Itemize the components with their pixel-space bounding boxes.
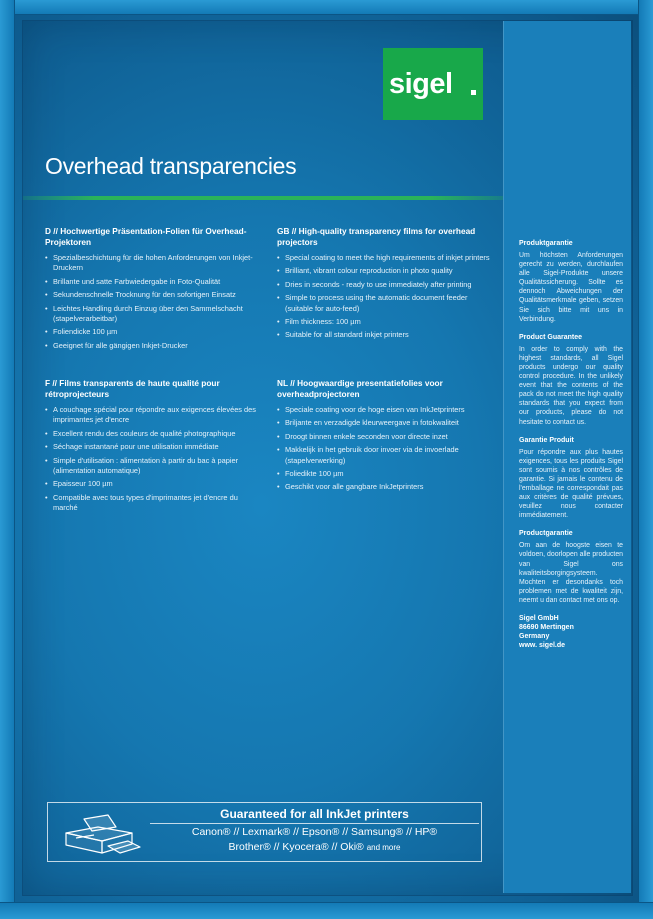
package-edge-bottom xyxy=(0,902,653,919)
section-nl-list xyxy=(277,405,495,493)
list-item: • Special coating to meet the high requirements of inkjet printers xyxy=(277,253,495,263)
section-gb-list xyxy=(277,253,495,341)
section-de xyxy=(45,226,263,354)
list-item: • Spezialbeschichtung für die hohen Anforderungen von Inkjet-Druckern xyxy=(45,253,263,274)
green-divider xyxy=(23,196,503,200)
list-item: • Brillante und satte Farbwiedergabe in Foto-Qualität xyxy=(45,277,263,287)
printer-headline: Guaranteed for all InkJet printers xyxy=(150,805,479,824)
section-fr xyxy=(45,378,263,517)
list-item: • Suitable for all standard inkjet printers xyxy=(277,330,495,340)
printer-brands-line2: Brother® // Kyocera® // Oki® xyxy=(228,841,364,853)
printer-icon xyxy=(58,813,144,857)
package-edge-left xyxy=(0,0,15,919)
section-de-list xyxy=(45,253,263,351)
section-fr-heading: F // Films transparents de haute qualité pour rétroprojecteurs xyxy=(45,378,220,399)
package-edge-top xyxy=(0,0,653,15)
list-item: • Makkelijk in het gebruik door invoer via de invoerlade (stapelverwerking) xyxy=(277,445,495,466)
guarantee-heading-gb: Product Guarantee xyxy=(519,333,583,341)
list-item: • Compatible avec tous types d'imprimantes jet d'encre du marché xyxy=(45,493,263,514)
package-edge-right xyxy=(638,0,653,919)
guarantee-text xyxy=(519,239,623,650)
list-item: • Séchage instantané pour une utilisation immédiate xyxy=(45,442,263,452)
logo-dot xyxy=(471,90,476,95)
guarantee-text-nl: Om aan de hoogste eisen te voldoen, doorlopen alle producten van Sigel ons kwaliteitsborgingsysteem. Mochten er desondanks toch problemen met de kwaliteit zijn, neemt u dan contact met ons op. xyxy=(519,542,623,604)
list-item: • Simple to process using the automatic document feeder (suitable for auto-feed) xyxy=(277,293,495,314)
list-item: • Dries in seconds - ready to use immediately after printing xyxy=(277,280,495,290)
list-item: • A couchage spécial pour répondre aux exigences élevées des imprimantes jet d'encre xyxy=(45,405,263,426)
list-item: • Briljante en verzadigde kleurweergave in fotokwaliteit xyxy=(277,418,495,428)
list-item: • Film thickness: 100 µm xyxy=(277,317,495,327)
guarantee-heading-nl: Productgarantie xyxy=(519,530,573,538)
list-item: • Excellent rendu des couleurs de qualité photographique xyxy=(45,429,263,439)
list-item: • Simple d'utilisation : alimentation à partir du bac à papier (alimentation automatique) xyxy=(45,456,263,477)
guarantee-text-de: Um höchsten Anforderungen gerecht zu werden, durchlaufen alle Sigel-Produkte unsere Qualitätssicherung. Sollte es dennoch Abweichungen der Qualitätsmerkmale geben, setzen Sie sich bitte mit uns in Verbindung. xyxy=(519,252,623,323)
list-item: • Foliendicke 100 µm xyxy=(45,327,263,337)
sigel-logo xyxy=(383,48,483,120)
address-company: Sigel GmbH xyxy=(519,615,559,622)
logo-text: sigel xyxy=(389,68,453,100)
list-item: • Sekundenschnelle Trocknung für den sofortigen Einsatz xyxy=(45,290,263,300)
guarantee-heading-de: Produktgarantie xyxy=(519,240,573,247)
printer-brands-suffix: and more xyxy=(366,843,401,852)
printer-compatibility-box xyxy=(47,802,482,862)
printer-brands-line2-wrap xyxy=(150,841,479,853)
section-de-heading: D // Hochwertige Präsentation-Folien für Overhead-Projektoren xyxy=(45,226,247,247)
page-title: Overhead transparencies xyxy=(45,153,297,179)
list-item: • Brilliant, vibrant colour reproduction in photo quality xyxy=(277,266,495,276)
list-item: • Epaisseur 100 µm xyxy=(45,479,263,489)
section-nl xyxy=(277,378,495,496)
list-item: • Foliedikte 100 µm xyxy=(277,469,495,479)
address-web: www. sigel.de xyxy=(519,642,566,649)
list-item: • Geschikt voor alle gangbare InkJetprinters xyxy=(277,482,495,492)
printer-brands-line1: Canon® // Lexmark® // Epson® // Samsung® // HP® xyxy=(191,826,438,838)
section-fr-list xyxy=(45,405,263,514)
address-country: Germany xyxy=(519,633,550,640)
list-item: • Leichtes Handling durch Einzug über den Sammelschacht (stapelverarbeitbar) xyxy=(45,304,263,325)
section-gb xyxy=(277,226,495,344)
list-item: • Speciale coating voor de hoge eisen van InkJetprinters xyxy=(277,405,495,415)
guarantee-text-gb: In order to comply with the highest standards, all Sigel products undergo our quality control procedure. In the unlikely event that the contents of the pack do not meet the high quality standards that you expect from our products, please do not hesitate to contact us. xyxy=(519,345,623,426)
guarantee-heading-fr: Garantie Produit xyxy=(519,436,574,444)
guarantee-text-fr: Pour répondre aux plus hautes exigences, tous les produits Sigel sont soumis à nos contrôles de garantie. Si jamais le contenu de l'emballage ne correspondait pas aux critères de qualité prévues, veuillez nous contacter immédiatement. xyxy=(519,448,623,520)
address-city: 86690 Mertingen xyxy=(519,624,574,631)
section-nl-heading: NL // Hoogwaardige presentatiefolies voor overheadprojectoren xyxy=(277,378,443,399)
list-item: • Droogt binnen enkele seconden voor directe inzet xyxy=(277,432,495,442)
list-item: • Geeignet für alle gängigen Inkjet-Drucker xyxy=(45,341,263,351)
section-gb-heading: GB // High-quality transparency films for overhead projectors xyxy=(277,226,476,247)
